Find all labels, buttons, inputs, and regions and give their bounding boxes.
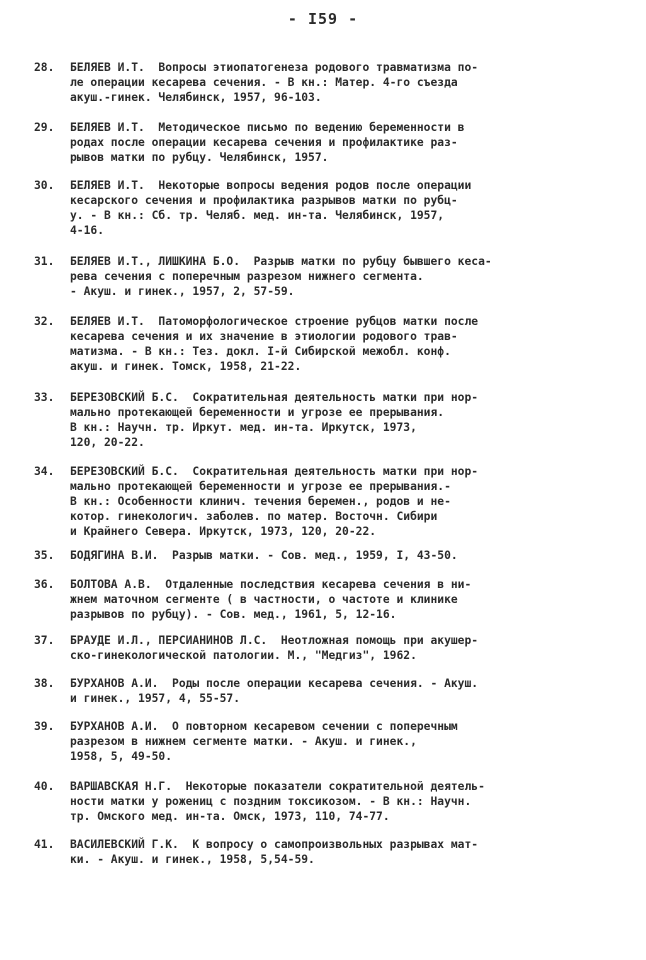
bibliography-entry [34,633,614,663]
entry-line: мально протекающей беременности и угрозе ее прерывания. [70,406,445,419]
entry-line: В кн.: Научн. тр. Иркут. мед. ин-та. Иркутск, 1973, [70,421,417,434]
entry-line: БЕЛЯЕВ И.Т. Патоморфологическое строение рубцов матки после [70,315,479,328]
bibliography-entry [34,254,614,299]
entry-line: матизма. - В кн.: Тез. докл. I-й Сибирской межобл. конф. [70,345,451,358]
entry-number: 31. [34,255,55,268]
entry-line: разрезом в нижнем сегменте матки. - Акуш. и гинек., [70,735,417,748]
bibliography-entry [34,676,614,706]
entry-line: БЕЛЯЕВ И.Т., ЛИШКИНА Б.О. Разрыв матки по рубцу бывшего кеса- [70,255,492,268]
bibliography-entry [34,779,614,824]
entry-number: 29. [34,121,55,134]
entry-text [70,390,614,450]
bibliography-entry [34,60,614,105]
entry-line: 120, 20-22. [70,436,145,449]
entry-line: БЕЛЯЕВ И.Т. Некоторые вопросы ведения родов после операции [70,179,472,192]
entry-text [70,577,614,622]
page-number: - I59 - [287,10,359,28]
entry-number: 38. [34,677,55,690]
entry-line: БЕЛЯЕВ И.Т. Вопросы этиопатогенеза родового травматизма по- [70,61,479,74]
entry-number: 36. [34,578,55,591]
entry-line: БОДЯГИНА В.И. Разрыв матки. - Сов. мед., 1959, I, 43-50. [70,549,458,562]
entry-line: мально протекающей беременности и угрозе ее прерывания.- [70,480,451,493]
bibliography-entry [34,314,614,374]
entry-line: БЕРЕЗОВСКИЙ Б.С. Сократительная деятельность матки при нор- [70,465,479,478]
bibliography-entry [34,390,614,450]
entry-line: БРАУДЕ И.Л., ПЕРСИАНИНОВ Л.С. Неотложная помощь при акушер- [70,634,479,647]
entry-number: 35. [34,549,55,562]
entry-line: рева сечения с поперечным разрезом нижнего сегмента. [70,270,424,283]
entry-line: ле операции кесарева сечения. - В кн.: Матер. 4-го съезда [70,76,458,89]
entry-line: рывов матки по рубцу. Челябинск, 1957. [70,151,329,164]
entry-line: кесарского сечения и профилактика разрывов матки по рубц- [70,194,458,207]
entry-line: ВАСИЛЕВСКИЙ Г.К. К вопросу о самопроизвольных разрывах мат- [70,838,479,851]
entry-line: В кн.: Особенности клинич. течения беремен., родов и не- [70,495,451,508]
bibliography-entry [34,464,614,539]
entry-line: котор. гинекологич. заболев. по матер. Восточн. Сибири [70,510,438,523]
bibliography-entry [34,837,614,867]
entry-number: 37. [34,634,55,647]
entry-text [70,633,614,663]
entry-text [70,676,614,706]
entry-line: родах после операции кесарева сечения и профилактике раз- [70,136,458,149]
entry-line: - Акуш. и гинек., 1957, 2, 57-59. [70,285,295,298]
entry-line: и Крайнего Севера. Иркутск, 1973, 120, 20-22. [70,525,377,538]
entry-text [70,464,614,539]
bibliography-entry [34,719,614,764]
entry-line: акуш. и гинек. Томск, 1958, 21-22. [70,360,302,373]
entry-line: БУРХАНОВ А.И. О повторном кесаревом сечении с поперечным [70,720,458,733]
entry-line: кесарева сечения и их значение в этиологии родового трав- [70,330,458,343]
bibliography-entry [34,120,614,165]
entry-number: 30. [34,179,55,192]
entry-text [70,60,614,105]
entry-line: жнем маточном сегменте ( в частности, о частоте и клинике [70,593,458,606]
bibliography-entry [34,548,614,563]
entry-text [70,837,614,867]
entry-text [70,254,614,299]
entry-number: 28. [34,61,55,74]
entry-line: ки. - Акуш. и гинек., 1958, 5,54-59. [70,853,315,866]
bibliography-entry [34,577,614,622]
entry-number: 41. [34,838,55,851]
entry-number: 32. [34,315,55,328]
entry-text [70,314,614,374]
entry-text [70,719,614,764]
entry-text [70,548,614,563]
bibliography-list [34,60,614,867]
entry-line: 1958, 5, 49-50. [70,750,173,763]
entry-text [70,779,614,824]
entry-line: БЕРЕЗОВСКИЙ Б.С. Сократительная деятельность матки при нор- [70,391,479,404]
entry-number: 39. [34,720,55,733]
entry-line: разрывов по рубцу). - Сов. мед., 1961, 5, 12-16. [70,608,397,621]
entry-line: тр. Омского мед. ин-та. Омск, 1973, 110, 74-77. [70,810,390,823]
entry-number: 34. [34,465,55,478]
entry-line: акуш.-гинек. Челябинск, 1957, 96-103. [70,91,322,104]
entry-line: БОЛТОВА А.В. Отдаленные последствия кесарева сечения в ни- [70,578,472,591]
entry-line: 4-16. [70,224,105,237]
entry-line: и гинек., 1957, 4, 55-57. [70,692,241,705]
entry-line: БЕЛЯЕВ И.Т. Методическое письмо по ведению беременности в [70,121,465,134]
entry-line: БУРХАНОВ А.И. Роды после операции кесарева сечения. - Акуш. [70,677,479,690]
entry-text [70,178,614,238]
entry-line: ско-гинекологической патологии. М., "Медгиз", 1962. [70,649,417,662]
entry-number: 33. [34,391,55,404]
entry-number: 40. [34,780,55,793]
entry-line: ВАРШАВСКАЯ Н.Г. Некоторые показатели сократительной деятель- [70,780,485,793]
entry-line: у. - В кн.: Сб. тр. Челяб. мед. ин-та. Челябинск, 1957, [70,209,445,222]
entry-line: ности матки у рожениц с поздним токсикозом. - В кн.: Научн. [70,795,472,808]
bibliography-entry [34,178,614,238]
entry-text [70,120,614,165]
